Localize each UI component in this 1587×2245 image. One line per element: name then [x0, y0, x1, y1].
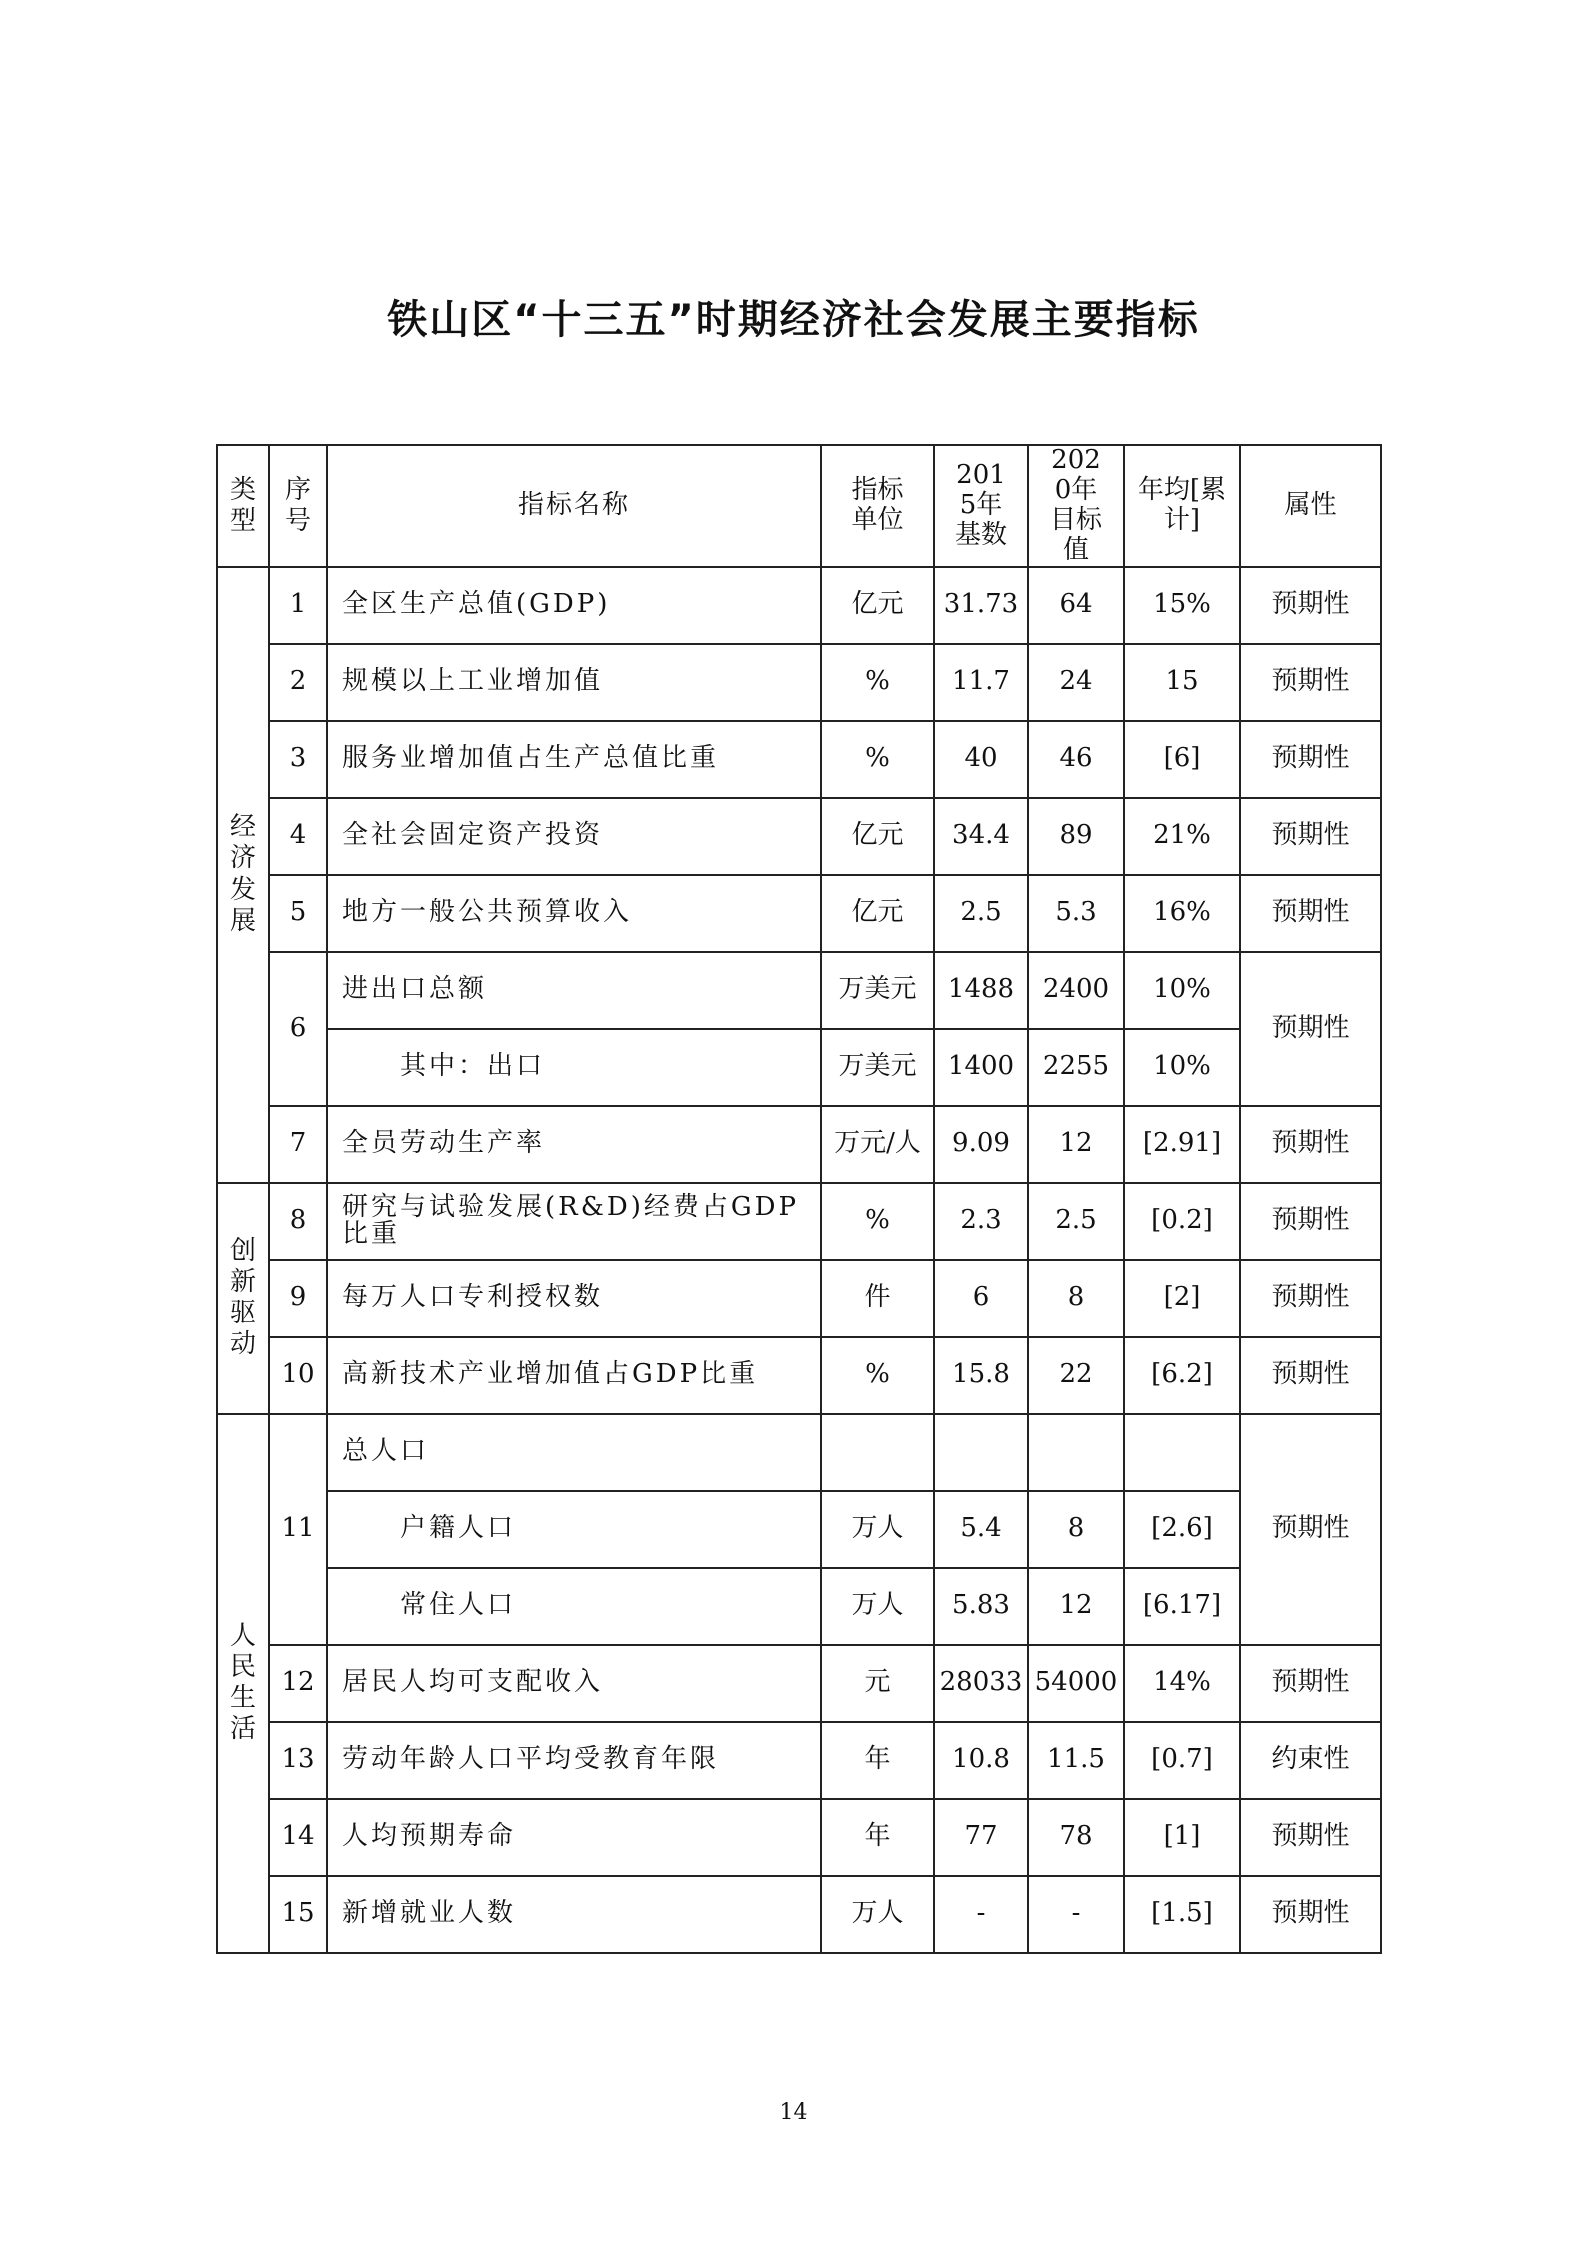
- row-target: 22: [1028, 1337, 1124, 1414]
- page-number: 14: [779, 2100, 808, 2125]
- row-base: 34.4: [934, 798, 1028, 875]
- row-unit: 万人: [821, 1876, 934, 1953]
- row-target: 12: [1028, 1568, 1124, 1645]
- row-seq: 2: [269, 644, 327, 721]
- row-attr: 预期性: [1240, 1260, 1381, 1337]
- row-unit: %: [821, 1183, 934, 1260]
- row-growth: [6.2]: [1124, 1337, 1240, 1414]
- row-base: 15.8: [934, 1337, 1028, 1414]
- row-base: 1400: [934, 1029, 1028, 1106]
- row-seq: 14: [269, 1799, 327, 1876]
- row-attr: 预期性: [1240, 1799, 1381, 1876]
- row-growth: 10%: [1124, 952, 1240, 1029]
- row-growth: 10%: [1124, 1029, 1240, 1106]
- row-target: 5.3: [1028, 875, 1124, 952]
- table-row: [217, 1876, 1381, 1953]
- row-base: 11.7: [934, 644, 1028, 721]
- row-base: 2.5: [934, 875, 1028, 952]
- table-row: [217, 798, 1381, 875]
- row-base: 40: [934, 721, 1028, 798]
- row-target: 64: [1028, 567, 1124, 644]
- row-unit: %: [821, 1337, 934, 1414]
- row-target: 54000: [1028, 1645, 1124, 1722]
- row-name: 高新技术产业增加值占GDP比重: [327, 1337, 821, 1414]
- table-row: [217, 1029, 1381, 1106]
- row-target: 8: [1028, 1260, 1124, 1337]
- header-type: 类型: [217, 445, 269, 567]
- row-seq: 11: [269, 1414, 327, 1645]
- row-seq: 15: [269, 1876, 327, 1953]
- row-attr: 约束性: [1240, 1722, 1381, 1799]
- header-name: 指标名称: [327, 445, 821, 567]
- row-base: 2.3: [934, 1183, 1028, 1260]
- row-unit: 件: [821, 1260, 934, 1337]
- row-target: 11.5: [1028, 1722, 1124, 1799]
- row-seq: 9: [269, 1260, 327, 1337]
- row-attr: 预期性: [1240, 952, 1381, 1106]
- table-row: [217, 1414, 1381, 1491]
- row-unit: [821, 1414, 934, 1491]
- row-unit: 年: [821, 1799, 934, 1876]
- category-livelihood: 人民生活: [217, 1414, 269, 1953]
- row-base: 77: [934, 1799, 1028, 1876]
- table-row: [217, 1183, 1381, 1260]
- header-target: 2020年目标值: [1028, 445, 1124, 567]
- row-unit: 万美元: [821, 1029, 934, 1106]
- row-name: 地方一般公共预算收入: [327, 875, 821, 952]
- row-unit: 万元/人: [821, 1106, 934, 1183]
- row-unit: 元: [821, 1645, 934, 1722]
- row-seq: 10: [269, 1337, 327, 1414]
- row-name: 规模以上工业增加值: [327, 644, 821, 721]
- row-unit: 亿元: [821, 798, 934, 875]
- row-seq: 4: [269, 798, 327, 875]
- row-base: 6: [934, 1260, 1028, 1337]
- table-row: [217, 721, 1381, 798]
- row-unit: 亿元: [821, 567, 934, 644]
- row-unit: %: [821, 644, 934, 721]
- indicators-table: [216, 444, 1382, 1954]
- row-base: 28033: [934, 1645, 1028, 1722]
- row-growth: 14%: [1124, 1645, 1240, 1722]
- table-row: [217, 644, 1381, 721]
- table-row: [217, 1491, 1381, 1568]
- row-attr: 预期性: [1240, 721, 1381, 798]
- row-base: 5.83: [934, 1568, 1028, 1645]
- row-growth: [6]: [1124, 721, 1240, 798]
- row-name: 劳动年龄人口平均受教育年限: [327, 1722, 821, 1799]
- row-seq: 13: [269, 1722, 327, 1799]
- table-row: [217, 567, 1381, 644]
- row-target: 2.5: [1028, 1183, 1124, 1260]
- row-base: 31.73: [934, 567, 1028, 644]
- row-attr: 预期性: [1240, 567, 1381, 644]
- row-target: 24: [1028, 644, 1124, 721]
- row-seq: 3: [269, 721, 327, 798]
- row-base: -: [934, 1876, 1028, 1953]
- row-unit: 亿元: [821, 875, 934, 952]
- row-target: 78: [1028, 1799, 1124, 1876]
- row-growth: 15%: [1124, 567, 1240, 644]
- header-attr: 属性: [1240, 445, 1381, 567]
- row-growth: [1.5]: [1124, 1876, 1240, 1953]
- row-growth: [1124, 1414, 1240, 1491]
- table-row: [217, 1799, 1381, 1876]
- row-name: 总人口: [327, 1414, 821, 1491]
- row-target: 12: [1028, 1106, 1124, 1183]
- row-unit: 年: [821, 1722, 934, 1799]
- row-target: 89: [1028, 798, 1124, 875]
- row-seq: 8: [269, 1183, 327, 1260]
- row-seq: 5: [269, 875, 327, 952]
- table-row: [217, 1260, 1381, 1337]
- row-name: 研究与试验发展(R&D)经费占GDP比重: [327, 1183, 821, 1260]
- row-seq: 12: [269, 1645, 327, 1722]
- row-unit: 万人: [821, 1568, 934, 1645]
- row-attr: 预期性: [1240, 1183, 1381, 1260]
- header-growth: 年均[累计]: [1124, 445, 1240, 567]
- row-seq: 7: [269, 1106, 327, 1183]
- row-growth: [2]: [1124, 1260, 1240, 1337]
- row-growth: 15: [1124, 644, 1240, 721]
- table-row: [217, 1722, 1381, 1799]
- row-base: 1488: [934, 952, 1028, 1029]
- row-target: 46: [1028, 721, 1124, 798]
- table-row: [217, 1337, 1381, 1414]
- row-name: 人均预期寿命: [327, 1799, 821, 1876]
- category-economy: 经济发展: [217, 567, 269, 1183]
- row-base: [934, 1414, 1028, 1491]
- row-growth: [1]: [1124, 1799, 1240, 1876]
- row-name: 新增就业人数: [327, 1876, 821, 1953]
- row-attr: 预期性: [1240, 1876, 1381, 1953]
- row-attr: 预期性: [1240, 1106, 1381, 1183]
- row-seq: 1: [269, 567, 327, 644]
- row-attr: 预期性: [1240, 1337, 1381, 1414]
- row-target: -: [1028, 1876, 1124, 1953]
- row-growth: [2.6]: [1124, 1491, 1240, 1568]
- row-attr: 预期性: [1240, 1645, 1381, 1722]
- row-unit: 万人: [821, 1491, 934, 1568]
- row-name: 服务业增加值占生产总值比重: [327, 721, 821, 798]
- row-growth: [0.7]: [1124, 1722, 1240, 1799]
- row-attr: 预期性: [1240, 798, 1381, 875]
- row-target: 8: [1028, 1491, 1124, 1568]
- row-name: 其中：出口: [327, 1029, 821, 1106]
- row-name: 居民人均可支配收入: [327, 1645, 821, 1722]
- row-name: 常住人口: [327, 1568, 821, 1645]
- page-title: 铁山区“十三五”时期经济社会发展主要指标: [387, 297, 1200, 343]
- row-target: [1028, 1414, 1124, 1491]
- table-row: [217, 1106, 1381, 1183]
- table-row: [217, 1568, 1381, 1645]
- row-growth: [2.91]: [1124, 1106, 1240, 1183]
- row-base: 5.4: [934, 1491, 1028, 1568]
- row-seq: 6: [269, 952, 327, 1106]
- row-name: 进出口总额: [327, 952, 821, 1029]
- row-base: 9.09: [934, 1106, 1028, 1183]
- row-name: 户籍人口: [327, 1491, 821, 1568]
- row-name: 全员劳动生产率: [327, 1106, 821, 1183]
- row-base: 10.8: [934, 1722, 1028, 1799]
- row-growth: [6.17]: [1124, 1568, 1240, 1645]
- row-name: 每万人口专利授权数: [327, 1260, 821, 1337]
- table-header-row: [217, 445, 1381, 567]
- row-attr: 预期性: [1240, 875, 1381, 952]
- row-growth: [0.2]: [1124, 1183, 1240, 1260]
- table-row: [217, 952, 1381, 1029]
- row-name: 全社会固定资产投资: [327, 798, 821, 875]
- row-attr: 预期性: [1240, 1414, 1381, 1645]
- header-seq: 序号: [269, 445, 327, 567]
- row-unit: %: [821, 721, 934, 798]
- row-target: 2255: [1028, 1029, 1124, 1106]
- header-unit: 指标单位: [821, 445, 934, 567]
- row-growth: 21%: [1124, 798, 1240, 875]
- row-attr: 预期性: [1240, 644, 1381, 721]
- row-target: 2400: [1028, 952, 1124, 1029]
- row-unit: 万美元: [821, 952, 934, 1029]
- table-row: [217, 875, 1381, 952]
- row-growth: 16%: [1124, 875, 1240, 952]
- table-row: [217, 1645, 1381, 1722]
- category-innovation: 创新驱动: [217, 1183, 269, 1414]
- header-base: 2015年基数: [934, 445, 1028, 567]
- row-name: 全区生产总值(GDP): [327, 567, 821, 644]
